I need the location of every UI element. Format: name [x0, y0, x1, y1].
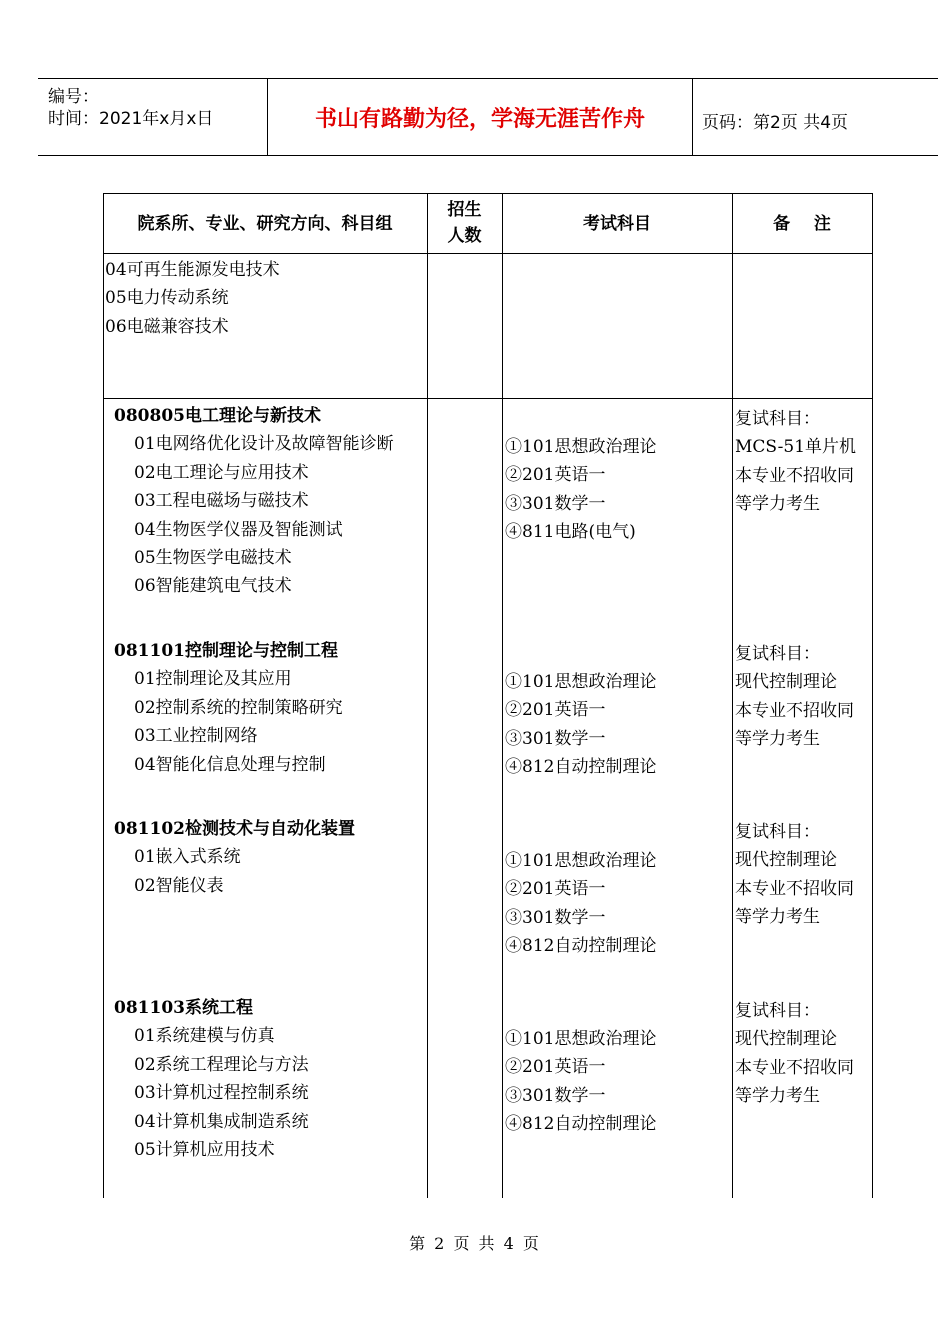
note-item: 等学力考生 — [735, 907, 820, 928]
note-item: 复试科目： — [735, 822, 820, 842]
exams-080805 — [505, 433, 656, 547]
header-page-indicator: 页码：第2页 共4页 — [702, 113, 849, 133]
direction-item: 04生物医学仪器及智能测试 — [134, 519, 343, 540]
exam-item: ②201英语一 — [505, 465, 606, 486]
note-item: 等学力考生 — [735, 1086, 820, 1107]
direction-item: 02系统工程理论与方法 — [134, 1054, 309, 1075]
table-header-separator — [103, 253, 873, 254]
note-item: 本专业不招收同 — [735, 878, 854, 899]
column-header-enrollment — [427, 197, 502, 249]
header-number: 编号： — [48, 87, 99, 107]
note-item: 本专业不招收同 — [735, 700, 854, 721]
exams-081101 — [505, 668, 656, 782]
direction-item: 04智能化信息处理与控制 — [134, 754, 326, 775]
exam-item: ②201英语一 — [505, 700, 606, 721]
direction-item: 02控制系统的控制策略研究 — [134, 697, 343, 718]
note-item: 现代控制理论 — [735, 850, 837, 871]
table-row-separator — [103, 398, 873, 399]
exam-item: ②201英语一 — [505, 879, 606, 900]
exam-item: ①101思想政治理论 — [505, 672, 657, 692]
exam-item: ④812自动控制理论 — [505, 1114, 657, 1135]
program-081102 — [114, 815, 355, 900]
direction-item: 04可再生能源发电技术 — [105, 260, 280, 280]
direction-item: 03计算机过程控制系统 — [134, 1083, 309, 1104]
header-divider-right — [692, 78, 693, 155]
exam-item: ③301数学一 — [505, 1085, 606, 1106]
direction-item: 02智能仪表 — [134, 875, 224, 896]
exam-item: ④811电路(电气) — [505, 522, 636, 543]
column-header-enrollment-line1: 招生 — [447, 200, 482, 220]
direction-item: 04计算机集成制造系统 — [134, 1111, 309, 1132]
table-col-divider-3 — [732, 193, 733, 1198]
continuation-directions — [105, 256, 280, 341]
column-header-notes: 备 注 — [773, 214, 831, 234]
program-title: 081103系统工程 — [114, 998, 253, 1018]
note-item: MCS-51单片机 — [735, 437, 857, 458]
exam-item: ④812自动控制理论 — [505, 936, 657, 957]
program-080805 — [114, 402, 394, 601]
note-item: 复试科目： — [735, 409, 820, 429]
exam-item: ③301数学一 — [505, 907, 606, 928]
table-right-border — [872, 193, 873, 1198]
table-col-divider-2 — [502, 193, 503, 1198]
direction-item: 05计算机应用技术 — [134, 1139, 275, 1160]
program-title: 080805电工理论与新技术 — [114, 406, 321, 426]
exam-item: ①101思想政治理论 — [505, 851, 657, 871]
exam-item: ②201英语一 — [505, 1057, 606, 1078]
notes-080805 — [735, 405, 856, 519]
exams-081103 — [505, 1025, 656, 1139]
exam-item: ③301数学一 — [505, 728, 606, 749]
exams-081102 — [505, 847, 656, 961]
direction-item: 01嵌入式系统 — [134, 847, 241, 868]
direction-item: 01系统建模与仿真 — [134, 1026, 275, 1047]
direction-item: 01电网络优化设计及故障智能诊断 — [134, 434, 394, 455]
column-header-enrollment-line2: 人数 — [447, 226, 482, 246]
program-title: 081101控制理论与控制工程 — [114, 641, 338, 661]
program-title: 081102检测技术与自动化装置 — [114, 819, 355, 839]
note-item: 现代控制理论 — [735, 1029, 837, 1050]
note-item: 现代控制理论 — [735, 672, 837, 693]
direction-item: 06智能建筑电气技术 — [134, 576, 292, 597]
table-col-divider-1 — [427, 193, 428, 1198]
direction-item: 05生物医学电磁技术 — [134, 547, 292, 568]
program-081101 — [114, 637, 343, 779]
table-left-border — [103, 193, 104, 1198]
exam-item: ①101思想政治理论 — [505, 437, 657, 457]
notes-081101 — [735, 640, 854, 754]
notes-081102 — [735, 818, 854, 932]
exam-item: ③301数学一 — [505, 493, 606, 514]
direction-item: 03工程电磁场与磁技术 — [134, 491, 309, 512]
header-bottom-rule — [38, 155, 938, 156]
note-item: 等学力考生 — [735, 729, 820, 750]
direction-item: 01控制理论及其应用 — [134, 669, 292, 690]
note-item: 复试科目： — [735, 644, 820, 664]
direction-item: 02电工理论与应用技术 — [134, 462, 309, 483]
note-item: 复试科目： — [735, 1001, 820, 1021]
exam-item: ①101思想政治理论 — [505, 1029, 657, 1049]
notes-081103 — [735, 997, 854, 1111]
column-header-department: 院系所、专业、研究方向、科目组 — [137, 214, 393, 234]
column-header-exam-subjects: 考试科目 — [583, 214, 651, 234]
direction-item: 03工业控制网络 — [134, 726, 258, 747]
note-item: 本专业不招收同 — [735, 1057, 854, 1078]
direction-item: 06电磁兼容技术 — [105, 316, 229, 337]
header-top-rule — [38, 78, 938, 79]
header-motto: 书山有路勤为径，学海无涯苦作舟 — [314, 107, 645, 132]
table-top-border — [103, 193, 873, 194]
direction-item: 05电力传动系统 — [105, 288, 229, 309]
note-item: 本专业不招收同 — [735, 465, 854, 486]
exam-item: ④812自动控制理论 — [505, 757, 657, 778]
note-item: 等学力考生 — [735, 494, 820, 515]
program-081103 — [114, 994, 309, 1164]
page-footer: 第 2 页 共 4 页 — [409, 1234, 541, 1253]
header-time: 时间：2021年x月x日 — [48, 109, 214, 129]
